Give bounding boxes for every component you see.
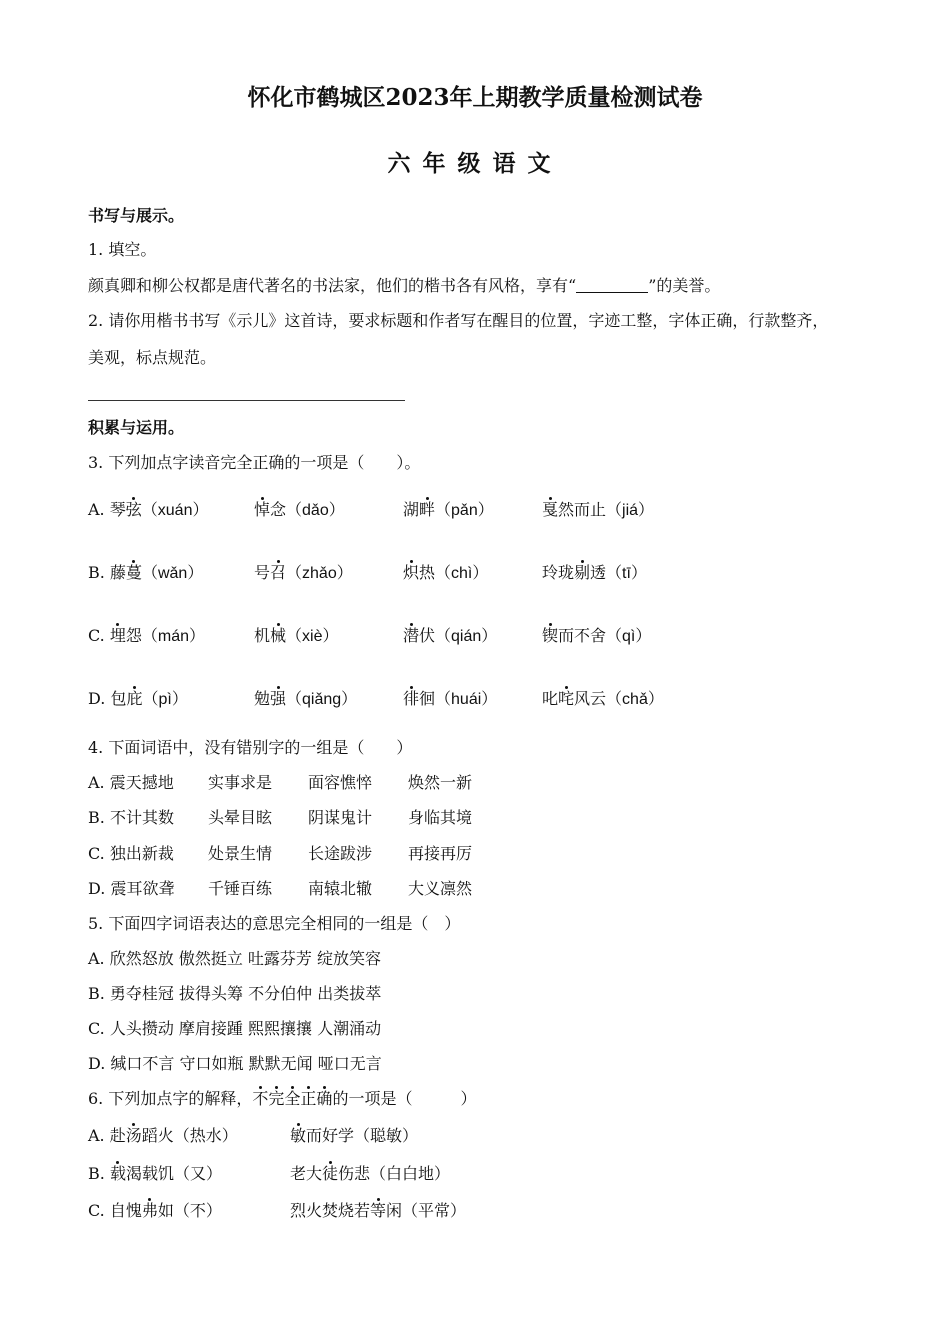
word-suffix: 蹈火（热水） (141, 1126, 238, 1145)
q6-stem (88, 1089, 476, 1109)
option-label: A. (88, 500, 105, 519)
q1-text-after-blank: ”的美誉。 (648, 276, 721, 295)
q4-option-word (308, 879, 372, 899)
q3-option-item (542, 563, 647, 584)
dotted-char: 弦 (125, 500, 142, 519)
dotted-char: 庇 (126, 689, 143, 708)
word: 千锤百练 (208, 879, 273, 898)
q4-option-word (308, 844, 372, 864)
q5-option-b: B. 勇夺桂冠 拔得头筹 不分伯仲 出类拔萃 (88, 984, 382, 1003)
dotted-char: 剔 (574, 563, 591, 582)
word-prefix: 琴 (109, 500, 126, 519)
q4-option-word (208, 773, 272, 793)
word-prefix: 叱 (542, 689, 559, 708)
word-suffix: 如（不） (157, 1201, 222, 1220)
dotted-char: 锲 (542, 626, 559, 645)
dotted-char: 畔 (419, 500, 436, 519)
word: 头晕目眩 (208, 808, 273, 827)
word: 面容憔悴 (308, 773, 373, 792)
q2-line-1: 2. 请你用楷书书写《示儿》这首诗，要求标题和作者写在醒目的位置，字迹工整，字体正确，行款整齐， (88, 311, 829, 330)
dotted-char: 戛 (542, 500, 559, 519)
option-label: C. (88, 626, 105, 645)
dotted-char: 载 (109, 1164, 126, 1183)
q3-option-item (88, 500, 208, 521)
word-suffix: 透 (590, 563, 607, 582)
pinyin: （dǎo） (286, 502, 345, 519)
q6-dotted-char: 完 (268, 1089, 285, 1108)
pinyin: （chì） (435, 565, 489, 582)
section-heading-usage: 积累与运用。 (88, 418, 185, 437)
q2-line-2: 美观，标点规范。 (88, 348, 217, 367)
q6-dotted-char: 确 (316, 1089, 333, 1108)
dotted-char: 强 (270, 689, 287, 708)
word-prefix: 机 (254, 626, 271, 645)
q5-stem: 5. 下面四字词语表达的意思完全相同的一组是（ ） (88, 914, 461, 933)
dotted-char: 械 (270, 626, 287, 645)
word-suffix: 伤悲（白白地） (338, 1164, 451, 1183)
q6-dotted-char: 不 (252, 1089, 269, 1108)
q1-text-before-blank: 颜真卿和柳公权都是唐代著名的书法家，他们的楷书各有风格，享有“ (88, 276, 577, 295)
q6-stem-pre: 6. 下列加点字的解释， (88, 1089, 253, 1108)
q3-option-item (403, 626, 497, 647)
q3-option-item (88, 626, 205, 647)
word-suffix: 而好学（聪敏） (306, 1126, 419, 1145)
dotted-char: 蔓 (125, 563, 142, 582)
word: 再接再厉 (408, 844, 473, 863)
option-label: A. (88, 1126, 105, 1145)
option-label: D. (88, 879, 106, 898)
q4-option-word (408, 844, 472, 864)
word: 南辕北辙 (308, 879, 373, 898)
word-prefix: 勉 (254, 689, 271, 708)
pinyin: （huái） (435, 691, 498, 708)
word-prefix: 老大 (290, 1164, 323, 1183)
pinyin: （chǎ） (606, 691, 664, 708)
q4-option-word (88, 844, 174, 864)
pinyin: （zhǎo） (286, 565, 353, 582)
word: 身临其境 (408, 808, 473, 827)
pinyin: （qiǎng） (286, 691, 358, 708)
word-suffix: 风云 (574, 689, 607, 708)
q6-dotted-char: 全 (284, 1089, 301, 1108)
q6-option-left (88, 1201, 222, 1221)
word: 阴谋鬼计 (308, 808, 373, 827)
word-suffix: 伏 (419, 626, 436, 645)
q4-option-word (88, 808, 174, 828)
option-label: B. (88, 808, 105, 827)
dotted-char: 埋 (109, 626, 126, 645)
q4-option-word (88, 773, 174, 793)
word-suffix: 念 (270, 500, 287, 519)
pinyin: （qián） (435, 628, 498, 645)
q4-option-word (88, 879, 174, 899)
q4-option-word (408, 808, 472, 828)
option-label: A. (88, 773, 105, 792)
pinyin: （qì） (606, 628, 652, 645)
word-prefix: 包 (110, 689, 127, 708)
dotted-char: 徘 (403, 689, 420, 708)
word-suffix: 怨 (125, 626, 142, 645)
word-suffix: 徊 (419, 689, 436, 708)
word: 大义凛然 (408, 879, 473, 898)
q5-option-a: A. 欣然怒放 傲然挺立 吐露芬芳 绽放笑容 (88, 949, 381, 968)
q6-dotted-char: 正 (300, 1089, 317, 1108)
word-prefix: 烈火焚烧若 (290, 1201, 371, 1220)
word: 长途跋涉 (308, 844, 373, 863)
section-heading-writing: 书写与展示。 (88, 206, 185, 225)
word: 不计其数 (109, 808, 174, 827)
option-label: C. (88, 1201, 105, 1220)
fill-in-blank[interactable] (576, 278, 648, 293)
q6-option-left (88, 1126, 238, 1146)
word-suffix: 然而止 (558, 500, 607, 519)
word-prefix: 藤 (109, 563, 126, 582)
q5-option-c: C. 人头攒动 摩肩接踵 熙熙攘攘 人潮涌动 (88, 1019, 382, 1038)
dotted-char: 悼 (254, 500, 271, 519)
word-suffix: 热 (419, 563, 436, 582)
option-label: D. (88, 689, 106, 708)
q3-option-item (542, 689, 664, 710)
dotted-char: 敏 (290, 1126, 307, 1145)
dotted-char: 炽 (403, 563, 420, 582)
exam-subtitle: 六年级语文 (387, 150, 563, 177)
q4-option-word (308, 773, 372, 793)
dotted-char: 潜 (403, 626, 420, 645)
pinyin: （xiè） (286, 628, 339, 645)
q3-option-item (403, 500, 494, 521)
q3-option-item (254, 563, 353, 584)
q5-option-d: D. 缄口不言 守口如瓶 默默无闻 哑口无言 (88, 1054, 382, 1073)
word-prefix: 自愧 (109, 1201, 142, 1220)
dotted-char: 弗 (141, 1201, 158, 1220)
option-label: C. (88, 844, 105, 863)
dotted-char: 召 (270, 563, 287, 582)
word: 震耳欲聋 (110, 879, 175, 898)
word: 处景生情 (208, 844, 273, 863)
q3-option-item (403, 563, 488, 584)
q6-option-right (290, 1126, 418, 1146)
answer-line (88, 400, 405, 401)
q3-option-item (403, 689, 497, 710)
pinyin: （jiá） (606, 502, 655, 519)
option-label: B. (88, 563, 105, 582)
option-label: B. (88, 1164, 105, 1183)
word-prefix: 号 (254, 563, 271, 582)
q4-option-word (308, 808, 372, 828)
word-suffix: 闲（平常） (386, 1201, 467, 1220)
q3-option-item (254, 689, 357, 710)
word-suffix: 而不舍 (558, 626, 607, 645)
dotted-char: 等 (370, 1201, 387, 1220)
q3-option-item (542, 626, 651, 647)
dotted-char: 徒 (322, 1164, 339, 1183)
q1-text (88, 276, 720, 296)
pinyin: （xuán） (141, 502, 209, 519)
q3-option-item (542, 500, 654, 521)
q3-option-item (88, 563, 203, 584)
q4-option-word (208, 879, 272, 899)
word: 实事求是 (208, 773, 273, 792)
q3-option-item (254, 500, 345, 521)
q4-option-word (408, 879, 472, 899)
q4-option-word (208, 808, 272, 828)
word-prefix: 赴 (109, 1126, 126, 1145)
q6-option-right (290, 1201, 466, 1221)
q4-stem: 4. 下面词语中，没有错别字的一组是（ ） (88, 738, 413, 757)
dotted-char: 咤 (558, 689, 575, 708)
pinyin: （tī） (606, 565, 647, 582)
word: 震天撼地 (109, 773, 174, 792)
word: 独出新裁 (109, 844, 174, 863)
word: 焕然一新 (408, 773, 473, 792)
q4-option-word (208, 844, 272, 864)
pinyin: （mán） (141, 628, 206, 645)
pinyin: （wǎn） (141, 565, 204, 582)
q3-option-item (254, 626, 339, 647)
exam-title: 怀化市鹤城区2023年上期教学质量检测试卷 (247, 84, 703, 111)
pinyin: （pǎn） (435, 502, 494, 519)
q6-stem-post: 的一项是（ ） (332, 1089, 477, 1108)
word-prefix: 玲珑 (542, 563, 575, 582)
pinyin: （pì） (142, 691, 188, 708)
q6-option-left (88, 1164, 222, 1184)
word-prefix: 湖 (403, 500, 420, 519)
dotted-char: 汤 (125, 1126, 142, 1145)
q3-option-item (88, 689, 188, 710)
q6-option-right (290, 1164, 450, 1184)
q1-stem: 1. 填空。 (88, 240, 157, 259)
q3-stem: 3. 下列加点字读音完全正确的一项是（ ）。 (88, 453, 421, 472)
q4-option-word (408, 773, 472, 793)
word-suffix: 渴载饥（又） (125, 1164, 222, 1183)
